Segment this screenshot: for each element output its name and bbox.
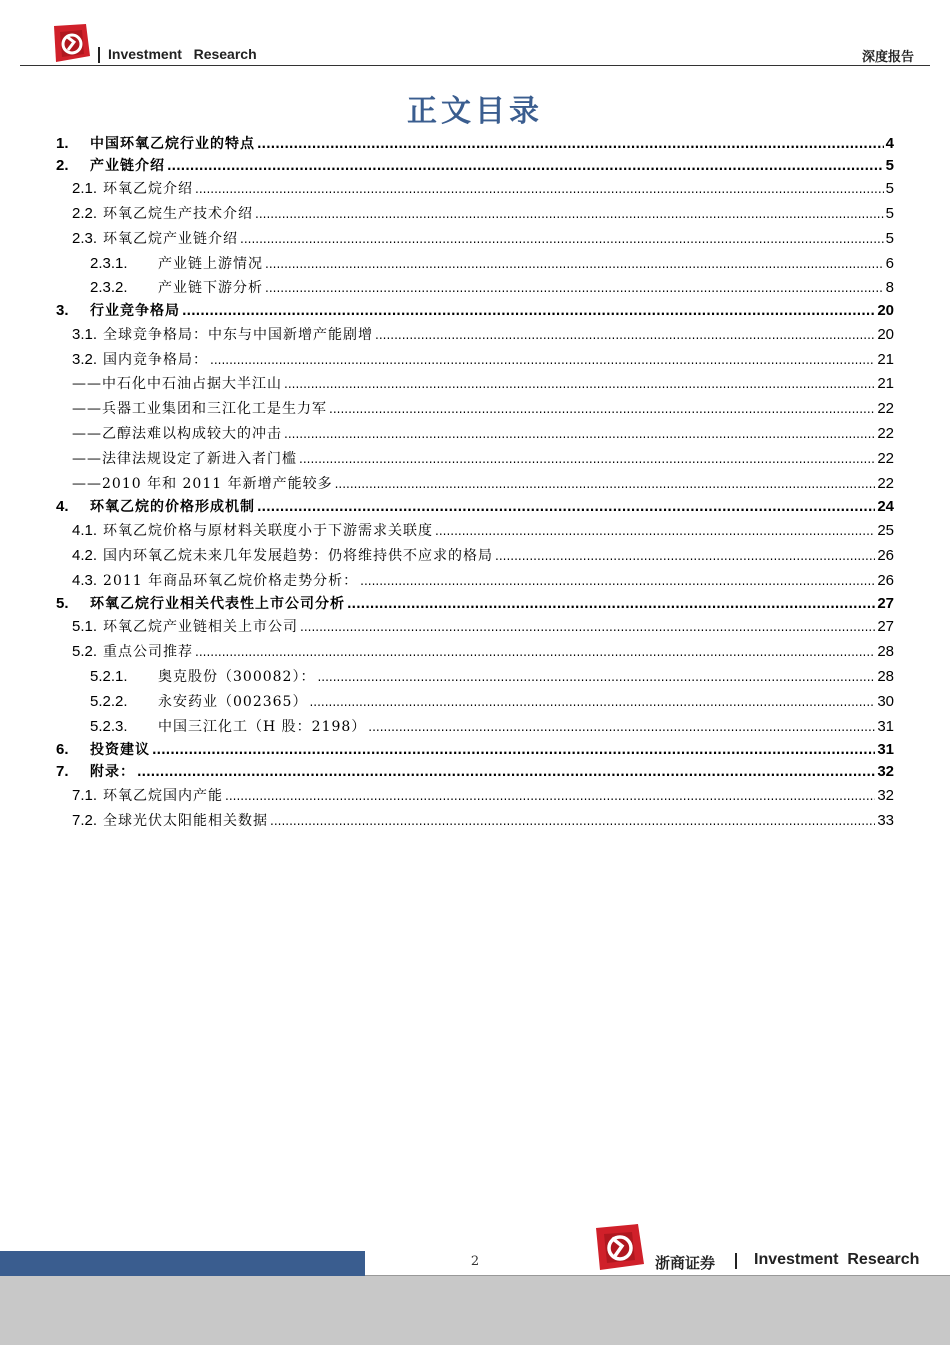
toc-leader-dots [299,452,875,466]
toc-entry-number: 7. [56,763,69,780]
toc-entry[interactable] [56,473,894,495]
toc-entry-title: 产业链下游分析 [158,280,263,296]
toc-entry[interactable] [56,253,894,275]
toc-entry-title: 环氧乙烷生产技术介绍 [103,206,254,222]
toc-entry-title: 重点公司推荐 [103,644,194,660]
toc-entry[interactable] [56,716,894,738]
toc-leader-dots [335,477,876,491]
toc-entry-page: 27 [877,595,894,612]
toc-leader-dots [265,257,884,271]
toc-entry[interactable] [56,739,894,761]
footer-company-name: 浙商证券 [655,1254,716,1272]
toc-entry-number: 5.2.1. [90,668,128,685]
toc-entry-title: 环氧乙烷国内产能 [103,788,224,804]
toc-entry[interactable] [56,373,894,395]
toc-leader-dots [317,670,875,684]
toc-leader-dots [375,328,875,342]
toc-entry-title: 环氧乙烷产业链介绍 [103,231,239,247]
toc-entry[interactable] [56,423,894,445]
toc-entry-title: 全球光伏太阳能相关数据 [103,813,269,829]
toc-entry-number: 5. [56,595,69,612]
toc-entry-number: 5.2.3. [90,718,128,735]
toc-entry-title: 行业竞争格局 [90,303,180,319]
toc-entry-number: 2.3.2. [90,279,128,296]
toc-entry-number: 2.3. [72,230,98,247]
toc-entry-page: 20 [877,326,894,343]
toc-entry-page: 22 [877,425,894,442]
footer-band [0,1276,950,1345]
toc-entry-page: 21 [877,375,894,392]
toc-entry-title: 投资建议 [90,742,150,758]
toc-entry-title: ——中石化中石油占据大半江山 [72,376,282,392]
toc-entry-page: 31 [877,718,894,735]
page-header [0,0,950,70]
toc-entry-title: ——2010 年和 2011 年新增产能较多 [72,476,333,492]
toc-entry-number: 4.3. [72,572,98,589]
header-rule [20,65,930,66]
toc-leader-dots [195,645,875,659]
toc-leader-dots [360,574,875,588]
toc-entry-number: 5.2.2. [90,693,128,710]
toc-leader-dots [137,765,875,779]
toc-leader-dots [309,695,875,709]
toc-entry[interactable] [56,324,894,346]
toc-entry-page: 24 [877,498,894,515]
toc-entry-page: 6 [885,255,894,272]
toc-entry-title: 永安药业（002365） [158,694,308,710]
toc-entry-title: 全球竞争格局：中东与中国新增产能剧增 [103,327,374,343]
toc-entry[interactable] [56,666,894,688]
toc-entry-title: 奥克股份（300082）： [158,669,316,685]
toc-leader-dots [152,743,875,757]
toc-entry-number: 2.3.1. [90,255,128,272]
toc-leader-dots [210,353,875,367]
toc-entry-page: 32 [877,763,894,780]
toc-entry-number: 7.2. [72,812,98,829]
footer-logo-icon [588,1220,648,1274]
toc-leader-dots [240,232,884,246]
toc-leader-dots [495,549,875,563]
toc-entry-number: 3.2. [72,351,98,368]
toc-leader-dots [182,304,875,318]
toc-entry[interactable] [56,761,894,783]
toc-entry-title: 环氧乙烷介绍 [103,181,194,197]
footer-accent-bar [0,1251,365,1276]
page-number: 2 [470,1254,480,1269]
toc-entry[interactable] [56,810,894,832]
toc-leader-dots [270,814,875,828]
toc-leader-dots [225,789,875,803]
toc-entry-page: 30 [877,693,894,710]
toc-entry[interactable] [56,545,894,567]
toc-leader-dots [435,524,875,538]
toc-entry-page: 25 [877,522,894,539]
toc-entry-page: 26 [877,547,894,564]
toc-entry-page: 21 [877,351,894,368]
toc-leader-dots [257,500,875,514]
footer-divider [735,1253,737,1269]
toc-entry-number: 4.1. [72,522,98,539]
toc-entry-title: 环氧乙烷价格与原材料关联度小于下游需求关联度 [103,523,434,539]
header-divider [98,47,100,63]
toc-entry-title: 环氧乙烷行业相关代表性上市公司分析 [90,596,345,612]
toc-entry-title: 中国三江化工（H 股：2198） [158,719,367,735]
toc-entry-number: 3. [56,302,69,319]
toc-entry-number: 5.2. [72,643,98,660]
toc-entry-title: 环氧乙烷的价格形成机制 [90,499,255,515]
toc-entry-title: ——乙醇法难以构成较大的冲击 [72,426,282,442]
toc-leader-dots [265,281,884,295]
toc-entry[interactable] [56,785,894,807]
toc-entry-number: 4. [56,498,69,515]
toc-entry-page: 22 [877,450,894,467]
toc-entry[interactable] [56,277,894,299]
toc-entry-title: ——兵器工业集团和三江化工是生力军 [72,401,327,417]
toc-entry[interactable] [56,616,894,638]
toc-leader-dots [255,207,884,221]
toc-entry-number: 2. [56,157,69,174]
toc-leader-dots [195,182,884,196]
toc-entry-page: 33 [877,812,894,829]
toc-entry-number: 3.1. [72,326,98,343]
toc-entry-number: 6. [56,741,69,758]
toc-entry[interactable] [56,570,894,592]
company-logo-icon [46,20,94,66]
toc-entry-page: 5 [885,180,894,197]
toc-entry[interactable] [56,520,894,542]
toc-leader-dots [368,720,875,734]
toc-entry-number: 1. [56,135,69,152]
toc-leader-dots [284,427,875,441]
toc-leader-dots [300,620,875,634]
toc-entry-page: 22 [877,475,894,492]
toc-entry[interactable] [56,496,894,518]
toc-entry-page: 20 [877,302,894,319]
toc-entry[interactable] [56,398,894,420]
toc-entry-page: 28 [877,668,894,685]
toc-entry-number: 4.2. [72,547,98,564]
toc-entry-title: 国内环氧乙烷未来几年发展趋势：仍将维持供不应求的格局 [103,548,494,564]
toc-entry[interactable] [56,641,894,663]
toc-entry-title: ——法律法规设定了新进入者门槛 [72,451,297,467]
toc-entry-page: 8 [885,279,894,296]
toc-entry-page: 32 [877,787,894,804]
toc-entry-title: 中国环氧乙烷行业的特点 [90,136,255,152]
toc-leader-dots [257,137,884,151]
toc-entry[interactable] [56,349,894,371]
toc-entry[interactable] [56,203,894,225]
toc-entry-page: 31 [877,741,894,758]
footer-brand: Investment Research [754,1251,920,1268]
page-title: 正文目录 [407,94,543,129]
toc-entry[interactable] [56,448,894,470]
toc-entry-page: 5 [885,205,894,222]
toc-entry-number: 2.1. [72,180,98,197]
toc-leader-dots [167,159,884,173]
toc-entry[interactable] [56,155,894,177]
toc-entry-title: 环氧乙烷产业链相关上市公司 [103,619,299,635]
toc-entry-title: 国内竞争格局： [103,352,209,368]
toc-entry-page: 27 [877,618,894,635]
toc-entry-title: 产业链上游情况 [158,256,263,272]
toc-entry-number: 2.2. [72,205,98,222]
toc-leader-dots [329,402,875,416]
toc-entry-number: 5.1. [72,618,98,635]
toc-leader-dots [284,377,875,391]
header-brand: Investment Research [108,46,257,62]
toc-entry-page: 26 [877,572,894,589]
toc-entry[interactable] [56,300,894,322]
toc-entry-page: 22 [877,400,894,417]
toc-entry-title: 2011 年商品环氧乙烷价格走势分析： [103,573,359,589]
toc-entry[interactable] [56,228,894,250]
toc-entry[interactable] [56,178,894,200]
toc-leader-dots [347,597,875,611]
toc-entry-number: 7.1. [72,787,98,804]
toc-entry-title: 附录： [90,764,135,780]
toc-entry[interactable] [56,593,894,615]
toc-entry[interactable] [56,133,894,155]
report-type: 深度报告 [861,50,914,65]
toc-entry-page: 28 [877,643,894,660]
toc-entry-page: 5 [885,157,894,174]
toc-entry-page: 5 [885,230,894,247]
toc-entry-page: 4 [885,135,894,152]
toc-entry-title: 产业链介绍 [90,158,165,174]
toc-entry[interactable] [56,691,894,713]
